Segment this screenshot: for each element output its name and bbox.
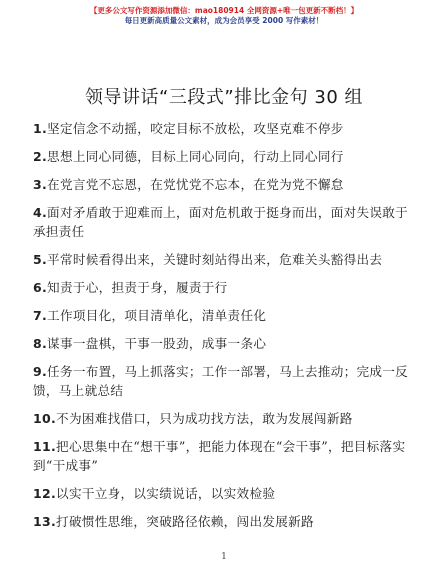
list-item [33,147,417,166]
list-item [33,409,417,428]
list-item [33,306,417,325]
promo-header-line1: 【更多公文写作资源添加微信：mao180914 全网资源+唯一包更新不断档！】 [89,6,359,15]
item-number: 4. [33,205,48,220]
item-text: 打破惯性思维，突破路径依赖，闯出发展新路 [56,514,314,529]
list-item [33,278,417,297]
list-item [33,203,417,241]
promo-header-line2: 每日更新高质量公文素材，成为会员享受 2000 写作素材！ [124,16,324,25]
list-item [33,484,417,503]
sentence-list [33,110,417,531]
item-text: 在党言党不忘恩，在党忧党不忘本，在党为党不懈怠 [47,177,344,192]
document-title: 领导讲话“三段式”排比金句 30 组 [85,87,363,108]
item-number: 10. [33,411,57,426]
list-item [33,175,417,194]
item-text: 不为困难找借口，只为成功找方法，敢为发展闯新路 [56,411,353,426]
item-text: 坚定信念不动摇，咬定目标不放松，攻坚克难不停步 [47,121,344,136]
item-number: 1. [33,121,48,136]
list-item [33,437,417,475]
item-number: 2. [33,149,48,164]
item-text: 以实干立身，以实绩说话，以实效检验 [56,486,276,501]
item-number: 12. [33,486,57,501]
item-text: 面对矛盾敢于迎难而上，面对危机敢于挺身而出，面对失误敢于承担责任 [33,205,409,239]
item-text: 知责于心，担责于身，履责于行 [47,280,228,295]
item-number: 5. [33,252,48,267]
item-number: 6. [33,280,48,295]
item-number: 13. [33,514,57,529]
item-number: 8. [33,336,48,351]
item-text: 把心思集中在“想干事”，把能力体现在“会干事”，把目标落实到“干成事” [33,439,406,473]
item-number: 3. [33,177,48,192]
promo-header [0,6,448,26]
item-text: 思想上同心同德，目标上同心同向，行动上同心同行 [47,149,344,164]
item-number: 11. [33,439,57,454]
list-item [33,334,417,353]
list-item [33,250,417,269]
page-number: 1 [221,552,227,562]
item-text: 谋事一盘棋，干事一股劲，成事一条心 [47,336,267,351]
item-text: 任务一布置，马上抓落实；工作一部署，马上去推动；完成一反馈，马上就总结 [33,364,409,398]
item-text: 平常时候看得出来，关键时刻站得出来，危难关头豁得出去 [47,252,383,267]
list-item [33,362,417,400]
item-number: 9. [33,364,48,379]
list-item [33,512,417,531]
item-text: 工作项目化，项目清单化，清单责任化 [47,308,267,323]
list-item [33,119,417,138]
item-number: 7. [33,308,48,323]
